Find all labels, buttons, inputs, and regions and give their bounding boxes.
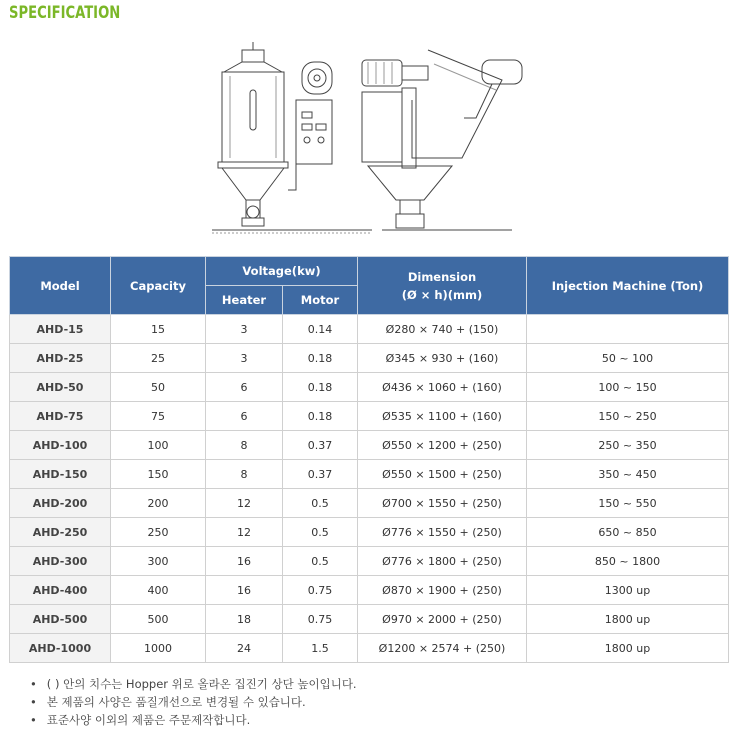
cell-motor: 0.18 — [283, 344, 358, 373]
header-dimension-line1: Dimension — [407, 269, 477, 284]
cell-heater: 18 — [206, 605, 283, 634]
table-row — [10, 344, 729, 373]
cell-injection: 150 ~ 250 — [527, 402, 729, 431]
table-row — [10, 547, 729, 576]
cell-injection: 100 ~ 150 — [527, 373, 729, 402]
table-body — [10, 315, 729, 663]
cell-dimension: Ø436 × 1060 + (160) — [358, 373, 527, 402]
specification-table — [9, 256, 729, 663]
cell-dimension: Ø550 × 1500 + (250) — [358, 460, 527, 489]
cell-heater: 3 — [206, 344, 283, 373]
cell-capacity: 25 — [111, 344, 206, 373]
cell-motor: 1.5 — [283, 634, 358, 663]
cell-injection: 150 ~ 550 — [527, 489, 729, 518]
cell-heater: 16 — [206, 576, 283, 605]
cell-injection: 50 ~ 100 — [527, 344, 729, 373]
cell-model: AHD-250 — [10, 518, 111, 547]
notes-list — [30, 675, 357, 729]
cell-injection: 1800 up — [527, 634, 729, 663]
cell-model: AHD-400 — [10, 576, 111, 605]
cell-model: AHD-25 — [10, 344, 111, 373]
cell-dimension: Ø776 × 1800 + (250) — [358, 547, 527, 576]
cell-dimension: Ø776 × 1550 + (250) — [358, 518, 527, 547]
cell-model: AHD-300 — [10, 547, 111, 576]
cell-capacity: 50 — [111, 373, 206, 402]
cell-capacity: 75 — [111, 402, 206, 431]
cell-injection: 250 ~ 350 — [527, 431, 729, 460]
cell-dimension: Ø280 × 740 + (150) — [358, 315, 527, 344]
cell-capacity: 15 — [111, 315, 206, 344]
header-injection: Injection Machine (Ton) — [527, 257, 729, 315]
cell-motor: 0.18 — [283, 402, 358, 431]
table-row — [10, 373, 729, 402]
cell-capacity: 150 — [111, 460, 206, 489]
table-row — [10, 489, 729, 518]
cell-heater: 12 — [206, 489, 283, 518]
cell-dimension: Ø345 × 930 + (160) — [358, 344, 527, 373]
cell-motor: 0.14 — [283, 315, 358, 344]
cell-dimension: Ø970 × 2000 + (250) — [358, 605, 527, 634]
note-item: • 본 제품의 사양은 품질개선으로 변경될 수 있습니다. — [30, 693, 357, 711]
table-row — [10, 460, 729, 489]
cell-motor: 0.37 — [283, 431, 358, 460]
cell-model: AHD-50 — [10, 373, 111, 402]
cell-injection: 650 ~ 850 — [527, 518, 729, 547]
cell-heater: 24 — [206, 634, 283, 663]
header-motor: Motor — [283, 286, 358, 315]
page-title: SPECIFICATION — [9, 3, 121, 23]
cell-injection: 1800 up — [527, 605, 729, 634]
header-model: Model — [10, 257, 111, 315]
cell-heater: 8 — [206, 460, 283, 489]
cell-model: AHD-15 — [10, 315, 111, 344]
cell-dimension: Ø870 × 1900 + (250) — [358, 576, 527, 605]
cell-model: AHD-75 — [10, 402, 111, 431]
cell-capacity: 100 — [111, 431, 206, 460]
dryer-front-view — [212, 42, 372, 233]
cell-motor: 0.75 — [283, 576, 358, 605]
note-item: • ( ) 안의 치수는 Hopper 위로 올라온 집진기 상단 높이입니다. — [30, 675, 357, 693]
cell-motor: 0.5 — [283, 547, 358, 576]
table-row — [10, 402, 729, 431]
cell-injection: 1300 up — [527, 576, 729, 605]
cell-dimension: Ø550 × 1200 + (250) — [358, 431, 527, 460]
cell-motor: 0.37 — [283, 460, 358, 489]
table-row — [10, 431, 729, 460]
header-heater: Heater — [206, 286, 283, 315]
cell-dimension: Ø535 × 1100 + (160) — [358, 402, 527, 431]
header-dimension — [358, 257, 527, 315]
cell-motor: 0.5 — [283, 518, 358, 547]
note-item: • 표준사양 이외의 제품은 주문제작합니다. — [30, 711, 357, 729]
cell-injection: 350 ~ 450 — [527, 460, 729, 489]
cell-model: AHD-500 — [10, 605, 111, 634]
table-row — [10, 634, 729, 663]
cell-motor: 0.5 — [283, 489, 358, 518]
cell-heater: 6 — [206, 402, 283, 431]
cell-model: AHD-100 — [10, 431, 111, 460]
cell-capacity: 500 — [111, 605, 206, 634]
cell-dimension: Ø1200 × 2574 + (250) — [358, 634, 527, 663]
cell-heater: 3 — [206, 315, 283, 344]
header-voltage: Voltage(kw) — [206, 257, 358, 286]
table-row — [10, 518, 729, 547]
cell-heater: 6 — [206, 373, 283, 402]
cell-model: AHD-200 — [10, 489, 111, 518]
cell-capacity: 250 — [111, 518, 206, 547]
cell-injection: 850 ~ 1800 — [527, 547, 729, 576]
cell-capacity: 1000 — [111, 634, 206, 663]
table-row — [10, 605, 729, 634]
cell-dimension: Ø700 × 1550 + (250) — [358, 489, 527, 518]
dryer-side-view — [362, 50, 522, 230]
header-dimension-line2: (Ø × h)(mm) — [401, 287, 483, 302]
cell-model: AHD-1000 — [10, 634, 111, 663]
hopper-dryer-drawing — [212, 40, 532, 240]
cell-injection — [527, 315, 729, 344]
table-row — [10, 576, 729, 605]
cell-capacity: 200 — [111, 489, 206, 518]
table-row — [10, 315, 729, 344]
cell-motor: 0.75 — [283, 605, 358, 634]
cell-heater: 8 — [206, 431, 283, 460]
cell-heater: 12 — [206, 518, 283, 547]
cell-heater: 16 — [206, 547, 283, 576]
header-capacity: Capacity — [111, 257, 206, 315]
cell-capacity: 300 — [111, 547, 206, 576]
cell-motor: 0.18 — [283, 373, 358, 402]
cell-capacity: 400 — [111, 576, 206, 605]
cell-model: AHD-150 — [10, 460, 111, 489]
